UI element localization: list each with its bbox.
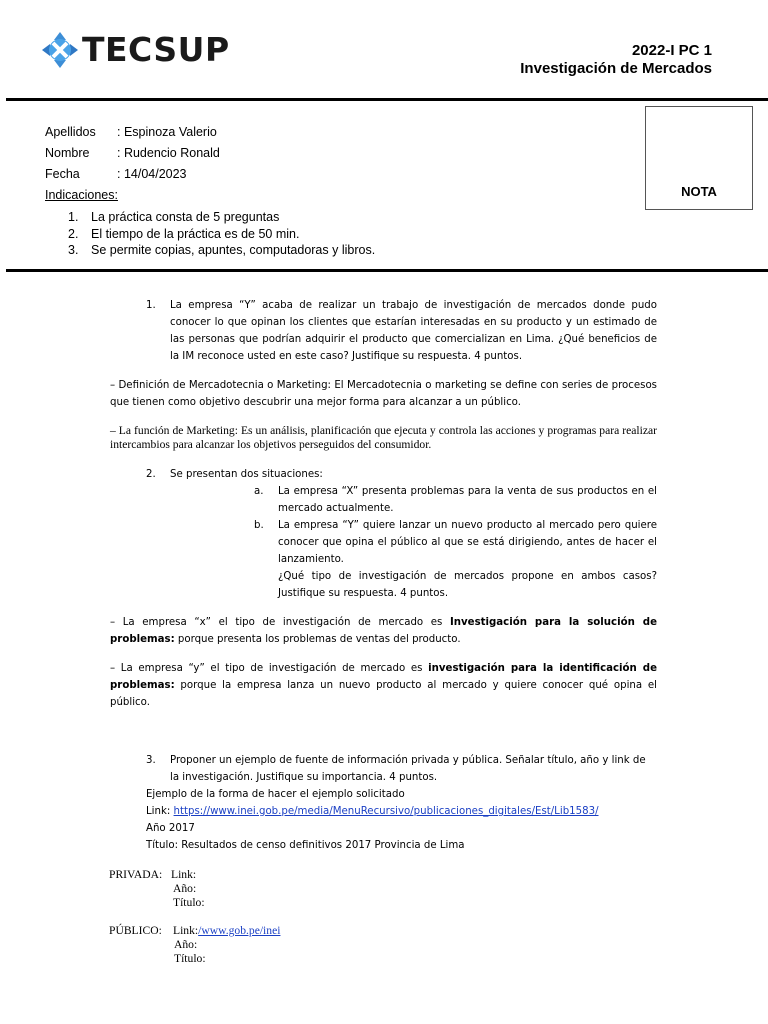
apellidos-value: : Espinoza Valerio	[117, 125, 217, 139]
apellidos-row	[45, 125, 217, 139]
situation-text: La empresa “Y” quiere lanzar un nuevo producto al mercado pero quiere conocer que opina el público al que se está dirigiendo, antes de hacer el lanzamiento.	[278, 520, 657, 565]
nombre-row	[45, 146, 220, 160]
privada-year: Año:	[173, 882, 197, 895]
example-year: Año 2017	[146, 823, 195, 834]
publico-link[interactable]: /www.gob.pe/inei	[198, 924, 281, 937]
situation-letter: a.	[254, 486, 264, 497]
fecha-value: : 14/04/2023	[117, 167, 187, 181]
list-item: 2. El tiempo de la práctica es de 50 min.	[68, 226, 300, 241]
indicaciones-title: Indicaciones:	[45, 188, 118, 202]
question-text: La empresa “Y” acaba de realizar un trabajo de investigación de mercados donde pudo conocer lo que opinan los clientes que estarían interesadas en su producto y un estimado de las personas que podrían adquirir el producto que comercializan en Lima. ¿Qué beneficios de la IM reconoce usted en este caso? Justifique su respuesta. 4 puntos.	[170, 300, 657, 362]
nota-box	[645, 106, 753, 210]
question-1	[146, 297, 657, 365]
publico-link-row: Link:/www.gob.pe/inei	[173, 924, 281, 937]
privada-label: PRIVADA:	[109, 868, 163, 881]
course-title: Investigación de Mercados	[520, 60, 712, 77]
tecsup-logo	[40, 28, 230, 72]
tecsup-logo-icon	[40, 30, 80, 70]
example-block	[146, 786, 666, 854]
situation-letter: b.	[254, 520, 264, 531]
indicaciones-list	[68, 209, 375, 259]
publico-label: PÚBLICO:	[109, 924, 162, 937]
question-number: 2.	[146, 469, 156, 480]
info-divider	[6, 269, 768, 272]
question-number: 1.	[146, 300, 156, 311]
exam-header	[520, 42, 712, 78]
publico-year: Año:	[174, 938, 198, 951]
situation-a	[254, 483, 657, 517]
bold-term: investigación para la identificación de problemas:	[110, 663, 657, 691]
bold-term: Investigación para la solución de problemas:	[110, 617, 657, 645]
publico-title: Título:	[174, 952, 206, 965]
example-link[interactable]: https://www.inei.gob.pe/media/MenuRecursivo/publicaciones_digitales/Est/Lib1583/	[173, 806, 599, 817]
question-3	[146, 752, 657, 786]
example-intro: Ejemplo de la forma de hacer el ejemplo solicitado	[146, 789, 405, 800]
answer-1-definition: – Definición de Mercadotecnia o Marketing: El Mercadotecnia o marketing se define con series de procesos que tienen como objetivo descubrir una mejor forma para alcanzar a un público.	[110, 380, 657, 408]
question-number: 3.	[146, 755, 156, 766]
apellidos-label: Apellidos	[45, 125, 96, 139]
nombre-label: Nombre	[45, 146, 90, 160]
privada-fields	[171, 868, 205, 910]
header-divider	[6, 98, 768, 101]
brand-name: TECSUP	[82, 30, 230, 69]
question-2	[146, 466, 657, 483]
answer-2-x: – La empresa “x” el tipo de investigación de mercado es Investigación para la solución de problemas: porque presenta los problemas de ventas del producto.	[110, 617, 657, 645]
publico-fields	[173, 924, 280, 966]
question-text: Proponer un ejemplo de fuente de información privada y pública. Señalar título, año y link de la investigación. Justifique su importancia. 4 puntos.	[170, 755, 646, 783]
list-item: 1. La práctica consta de 5 preguntas	[68, 210, 280, 224]
question-text: ¿Qué tipo de investigación de mercados propone en ambos casos? Justifique su respuesta. 4 puntos.	[278, 571, 657, 599]
privada-link: Link:	[171, 868, 197, 881]
fecha-label: Fecha	[45, 167, 80, 181]
situation-b	[254, 517, 657, 602]
list-item: 3. Se permite copias, apuntes, computadoras y libros.	[68, 243, 376, 257]
example-link-row: Link: https://www.inei.gob.pe/media/MenuRecursivo/publicaciones_digitales/Est/Lib1583/	[146, 806, 599, 817]
answer-1-function: – La función de Marketing: Es un análisis, planificación que ejecuta y controla las acciones y programas para realizar intercambios para alcanzar los objetivos perseguidos del consumidor.	[110, 424, 657, 451]
privada-title: Título:	[173, 896, 205, 909]
situation-text: La empresa “X” presenta problemas para la venta de sus productos en el mercado actualmente.	[278, 486, 657, 514]
answer-2-y: – La empresa “y” el tipo de investigación de mercado es investigación para la identificación de problemas: porque la empresa lanza un nuevo producto al mercado y quiere conocer qué opina el público.	[110, 663, 657, 708]
exam-code: 2022-I PC 1	[631, 42, 712, 59]
fecha-row	[45, 167, 187, 181]
nota-label: NOTA	[681, 184, 717, 199]
question-text: Se presentan dos situaciones:	[170, 469, 323, 480]
nombre-value: : Rudencio Ronald	[117, 146, 220, 160]
example-title: Título: Resultados de censo definitivos 2017 Provincia de Lima	[146, 840, 465, 851]
